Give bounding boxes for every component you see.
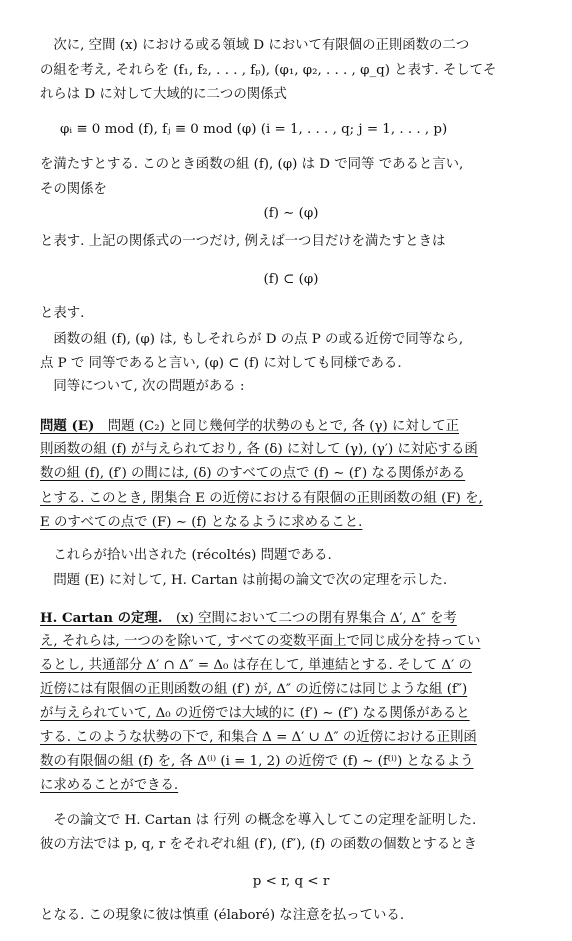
theorem-text-1: (x) 空間において二つの閉有界集合 Δ′, Δ″ を考 — [162, 611, 457, 626]
problem-line-5: E のすべての点で (F) ∼ (f) となるように求めること. — [40, 515, 363, 530]
theorem-title: H. Cartan の定理. — [40, 610, 163, 626]
theorem-line-2: え, それらは, 一つのを除いて, すべての変数平面上で同じ成分を持ってい — [40, 634, 481, 649]
paragraph-7-line-1: その論文で H. Cartan は 行列 の概念を導入してこの定理を証明した. — [40, 813, 477, 828]
paragraph-7-line-2: 彼の方法では p, q, r をそれぞれ組 (f′), (f″), (f) の函数の個数とするとき — [40, 837, 477, 852]
equation-equivalence: (f) ∼ (φ) — [263, 206, 319, 221]
paragraph-3: と表す. 上記の関係式の一つだけ, 例えば一つ目だけを満たすときは — [40, 234, 446, 249]
paragraph-1-line-1: 次に, 空間 (x) における或る領域 D において有限個の正則函数の二つ — [40, 38, 470, 53]
paragraph-1-line-2: の組を考え, それらを (f₁, f₂, . . . , fₚ), (φ₁, φ₂, . . . , φ_q) と表す. そしてそ — [40, 63, 497, 78]
paragraph-4: と表す. — [40, 306, 85, 321]
theorem-line-8: に求めることができる. — [40, 778, 179, 793]
theorem-line-7: 数の有限個の組 (f) を, 各 Δ⁽ⁱ⁾ (i = 1, 2) の近傍で (f) ∼ (f⁽ⁱ⁾) となるよう — [40, 754, 474, 769]
theorem-line-5: が与えられていて, Δ₀ の近傍では大域的に (f′) ∼ (f″) なる関係があると — [40, 706, 470, 721]
equation-congruence: φᵢ ≡ 0 mod (f), fⱼ ≡ 0 mod (φ) (i = 1, . . . , q; j = 1, . . . , p) — [60, 122, 448, 137]
theorem-line-4: 近傍には有限個の正則函数の組 (f′) が, Δ″ の近傍には同じような組 (f″) — [40, 682, 468, 697]
paragraph-2-line-2: その関係を — [40, 182, 107, 197]
equation-inclusion: (f) ⊂ (φ) — [263, 272, 319, 287]
paragraph-6-line-1: これらが拾い出された (récoltés) 問題である. — [40, 548, 332, 563]
problem-title: 問題 (E) — [40, 418, 95, 434]
paragraph-5-line-2: 点 P で 同等であると言い, (φ) ⊂ (f) に対しても同様である. — [40, 356, 402, 371]
theorem-line-6: する. このような状勢の下で, 和集合 Δ = Δ′ ∪ Δ″ の近傍における正則函 — [40, 730, 477, 745]
theorem-line-3: るとし, 共通部分 Δ′ ∩ Δ″ = Δ₀ は存在して, 単連結とする. そして Δ′ の — [40, 658, 472, 673]
paragraph-5-line-1: 函数の組 (f), (φ) は, もしそれらが D の点 P の或る近傍で同等なら, — [40, 332, 464, 347]
paragraph-1-line-3: れらは D に対して大域的に二つの関係式 — [40, 87, 287, 102]
problem-line-1 — [40, 417, 542, 436]
problem-line-2: 則函数の組 (f) が与えられており, 各 (δ) に対して (γ), (γ′) に対応する函 — [40, 442, 478, 457]
paragraph-6-line-2: 問題 (E) に対して, H. Cartan は前掲の論文で次の定理を示した. — [40, 573, 448, 588]
problem-line-3: 数の組 (f), (f′) の間には, (δ) のすべての点で (f) ∼ (f′) なる関係がある — [40, 466, 466, 481]
paragraph-5-line-3: 同等について, 次の問題がある : — [40, 379, 245, 394]
paragraph-8: となる. この現象に彼は慎重 (élaboré) な注意を払っている. — [40, 908, 405, 923]
paragraph-2-line-1: を満たすとする. このとき函数の組 (f), (φ) は D で同等 であると言い, — [40, 157, 464, 172]
problem-text-1: 問題 (C₂) と同じ幾何学的状勢のもとで, 各 (γ) に対して正 — [94, 419, 459, 434]
equation-inequality: p < r, q < r — [252, 874, 330, 889]
theorem-line-1 — [40, 609, 542, 628]
problem-line-4: とする. このとき, 閉集合 E の近傍における有限個の正則函数の組 (F) を, — [40, 491, 483, 506]
